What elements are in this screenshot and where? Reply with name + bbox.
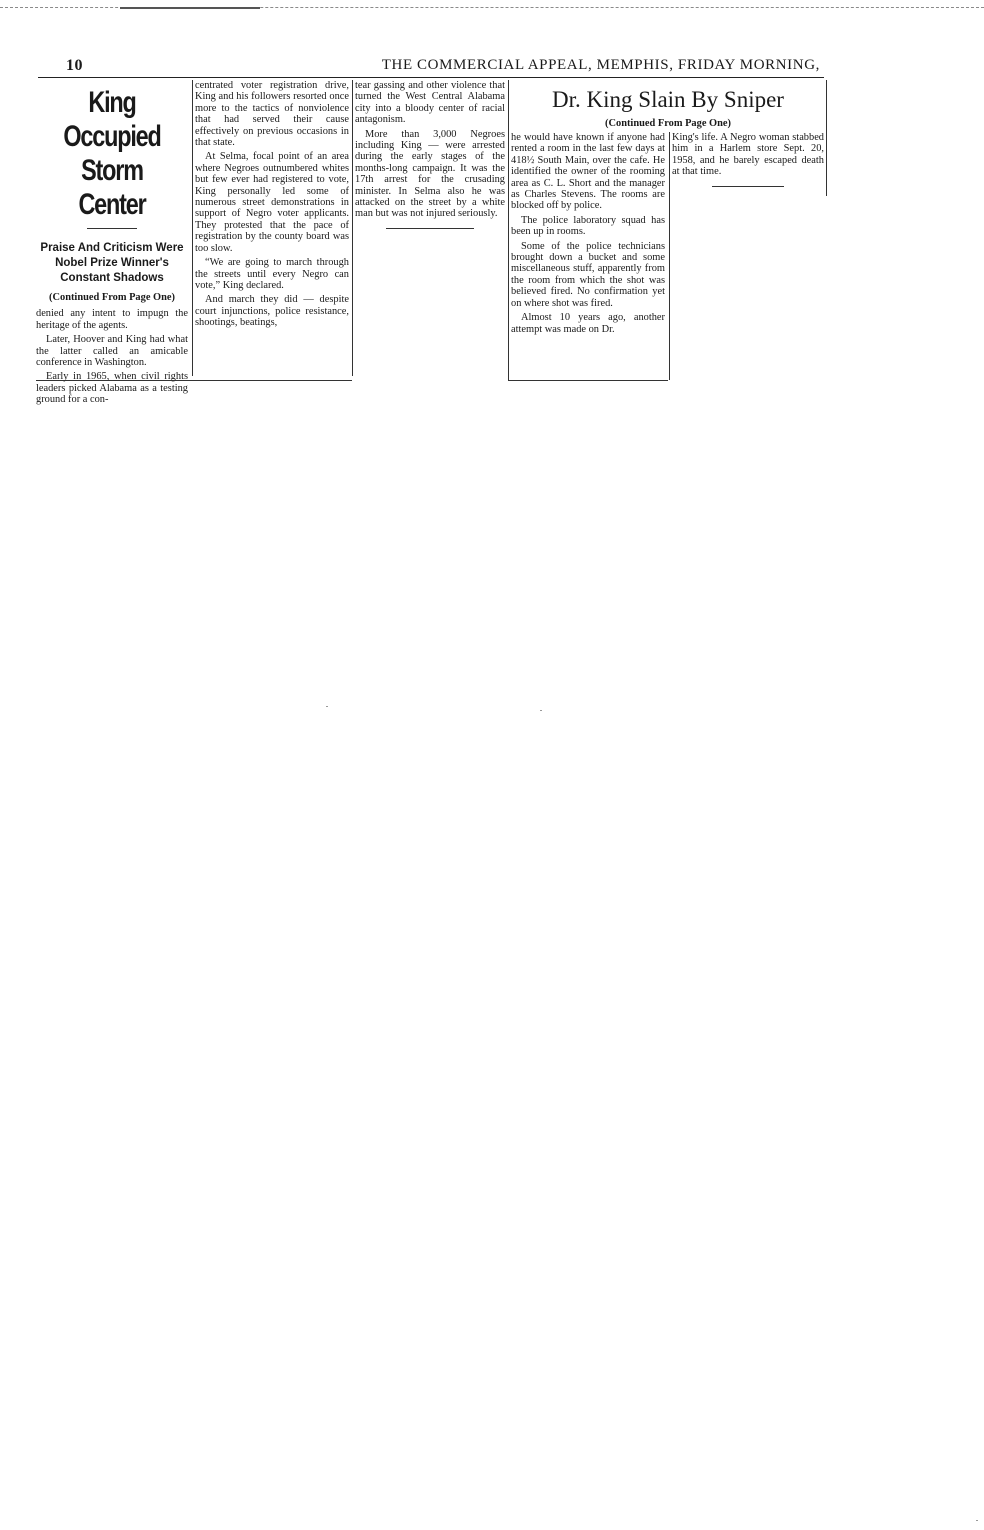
story2-column-1 — [511, 132, 665, 338]
story1-paragraph: At Selma, focal point of an area where Negroes outnumbered whites but few ever had registered to vote, King personally led some of numerous street demonstrations in support of Negro voter applicants. They protested that the pace of registration by the county board was too slow. — [195, 151, 349, 254]
story2-paragraph: Some of the police technicians brought down a bucket and some miscellaneous stuff, apparently from the room from which the shot was believed fired. No confirmation yet on where shot was fired. — [511, 240, 665, 309]
masthead — [38, 57, 824, 78]
column-rule — [192, 80, 193, 376]
story2-paragraph: The police laboratory squad has been up in rooms. — [511, 214, 665, 238]
story2-headline: Dr. King Slain By Sniper — [552, 87, 784, 112]
story1-headline-line1: King Occupied — [63, 86, 161, 153]
scan-speck — [976, 1520, 978, 1521]
story1-continued-label: (Continued From Page One) — [49, 292, 175, 303]
story1-headline-line2: Storm Center — [78, 154, 146, 221]
story1-deck-line1: Praise And Criticism Were — [40, 242, 184, 254]
story1-paragraph: Later, Hoover and King had what the latter called an amicable conference in Washington. — [36, 334, 188, 369]
story1-paragraph: denied any intent to impugn the heritage of the agents. — [36, 308, 188, 331]
column-rule — [669, 132, 670, 380]
story1-column-1 — [36, 80, 188, 409]
story1-paragraph: More than 3,000 Negroes including King — were arrested during the early stages of the months-long campaign. It was the 17th arrest for the crusading minister. In Selma also he was attacked on the street by a white man but was not injured seriously. — [355, 128, 505, 220]
story2-paragraph: he would have known if anyone had rented a room in the last few days at 418½ South Main, over the cafe. He identified the owner of the rooming area as C. L. Short and the manager as Charles Stevens. The rooms are blocked off by police. — [511, 132, 665, 212]
bottom-rule — [508, 380, 668, 381]
column-rule — [826, 80, 827, 196]
bottom-rule — [36, 380, 352, 381]
story1-headline — [53, 86, 172, 222]
story1-deck-line3: Constant Shadows — [60, 272, 164, 284]
story-end-rule — [386, 228, 474, 229]
story1-paragraph: Early in 1965, when civil rights leaders picked Alabama as a testing ground for a con- — [36, 371, 188, 406]
story1-deck-line2: Nobel Prize Winner's — [55, 257, 169, 269]
story1-paragraph: “We are going to march through the streets until every Negro can vote,” King declared. — [195, 257, 349, 291]
story1-paragraph: And march they did — despite court injunctions, police resistance, shootings, beatings, — [195, 294, 349, 329]
page-number: 10 — [66, 57, 83, 74]
story1-deck — [36, 241, 188, 286]
page-top-mark — [120, 7, 260, 9]
column-rule — [352, 80, 353, 376]
story1-column-2 — [195, 80, 349, 332]
story2-paragraph: King's life. A Negro woman stabbed him in a Harlem store Sept. 20, 1958, and he barely escaped death at that time. — [672, 132, 824, 178]
story1-paragraph: tear gassing and other violence that turned the West Central Alabama city into a bloody center of racial antagonism. — [355, 80, 505, 126]
story2-column-2 — [672, 132, 824, 195]
story-end-rule — [712, 186, 784, 187]
headline-rule — [87, 228, 137, 229]
column-rule — [508, 80, 509, 380]
story2-paragraph: Almost 10 years ago, another attempt was made on Dr. — [511, 312, 665, 335]
story2-continued-label: (Continued From Page One) — [605, 118, 731, 129]
newspaper-dateline: THE COMMERCIAL APPEAL, MEMPHIS, FRIDAY MORNING, — [381, 57, 820, 73]
scan-speck — [326, 706, 328, 707]
story1-paragraph: centrated voter registration drive, King and his followers resorted once more to the tactics of nonviolence that had served their cause effectively on previous occasions in that state. — [195, 80, 349, 149]
scan-speck — [540, 710, 542, 711]
story1-column-3 — [355, 80, 505, 237]
